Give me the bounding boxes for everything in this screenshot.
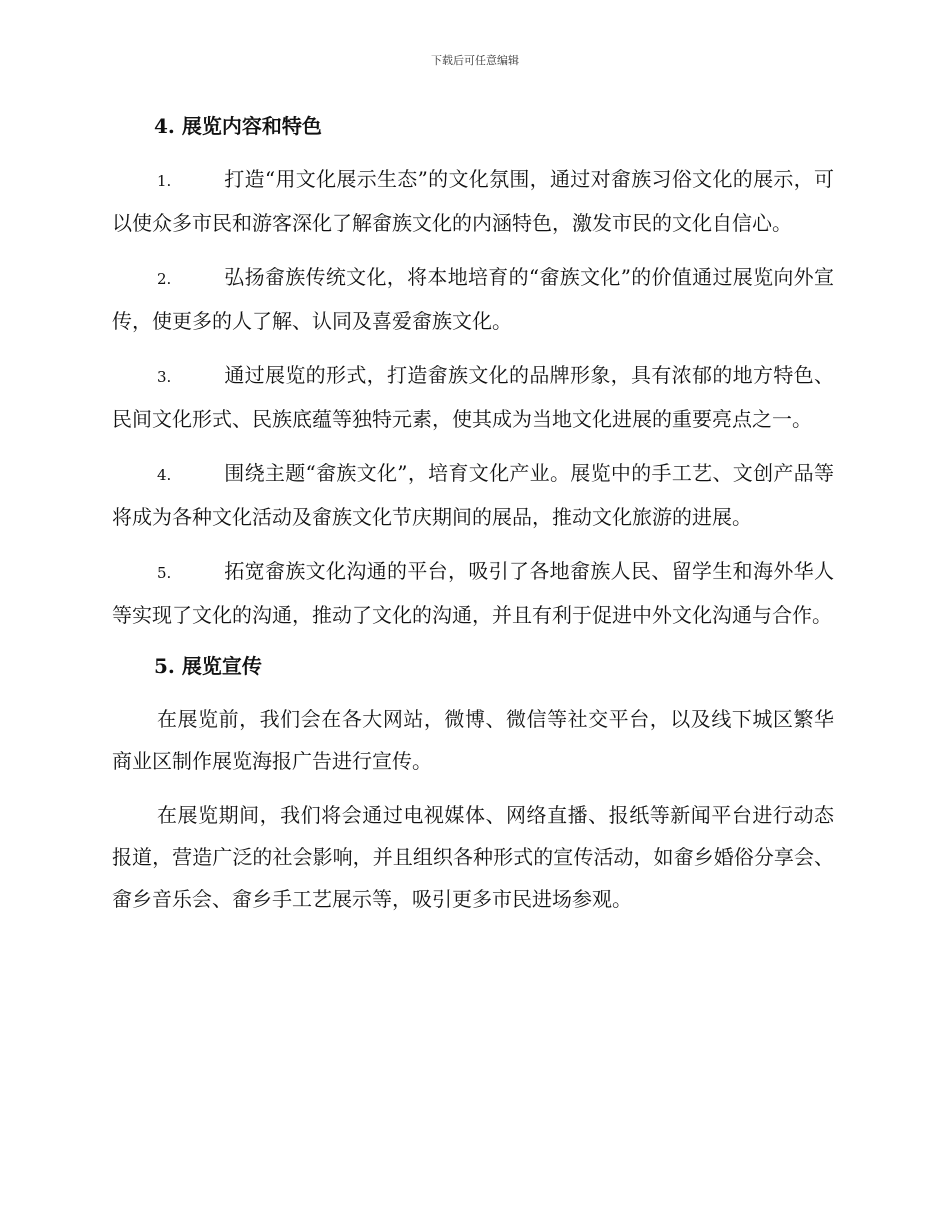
list-text-4: 围绕主题“畲族文化”，培育文化产业。展览中的手工艺、文创产品等将成为各种文化活动及畲族文化节庆期间的展品，推动文化旅游的进展。 <box>112 461 834 529</box>
list-number-3: 3. <box>157 368 172 386</box>
page-header: 下载后可任意编辑 <box>431 54 519 67</box>
list-number-2: 2. <box>157 270 172 288</box>
section-heading-4: 4. 展览内容和特色 <box>154 114 322 138</box>
list-number-1: 1. <box>157 172 172 190</box>
list-item-2 <box>112 256 834 342</box>
list-number-5: 5. <box>157 564 172 582</box>
list-text-5: 拓宽畲族文化沟通的平台，吸引了各地畲族人民、留学生和海外华人等实现了文化的沟通，推动了文化的沟通，并且有利于促进中外文化沟通与合作。 <box>112 559 834 627</box>
list-text-2: 弘扬畲族传统文化，将本地培育的“畲族文化”的价值通过展览向外宣传，使更多的人了解、认同及喜爱畲族文化。 <box>112 265 834 333</box>
list-text-1: 打造“用文化展示生态”的文化氛围，通过对畲族习俗文化的展示，可以使众多市民和游客深化了解畲族文化的内涵特色，激发市民的文化自信心。 <box>112 167 834 235</box>
list-item-3 <box>112 354 834 440</box>
paragraph-1: 在展览前，我们会在各大网站，微博、微信等社交平台，以及线下城区繁华商业区制作展览海报广告进行宣传。 <box>112 707 834 773</box>
document-body <box>112 108 834 932</box>
list-item-4 <box>112 452 834 538</box>
list-number-4: 4. <box>157 466 172 484</box>
section-heading-5: 5. 展览宣传 <box>154 654 262 678</box>
list-item-5 <box>112 550 834 636</box>
paragraph-2: 在展览期间，我们将会通过电视媒体、网络直播、报纸等新闻平台进行动态报道，营造广泛的社会影响，并且组织各种形式的宣传活动，如畲乡婚俗分享会、畲乡音乐会、畲乡手工艺展示等，吸引更多市民进场参观。 <box>112 803 834 911</box>
list-text-3: 通过展览的形式，打造畲族文化的品牌形象，具有浓郁的地方特色、民间文化形式、民族底蕴等独特元素，使其成为当地文化进展的重要亮点之一。 <box>112 363 834 431</box>
list-item-1 <box>112 158 834 244</box>
